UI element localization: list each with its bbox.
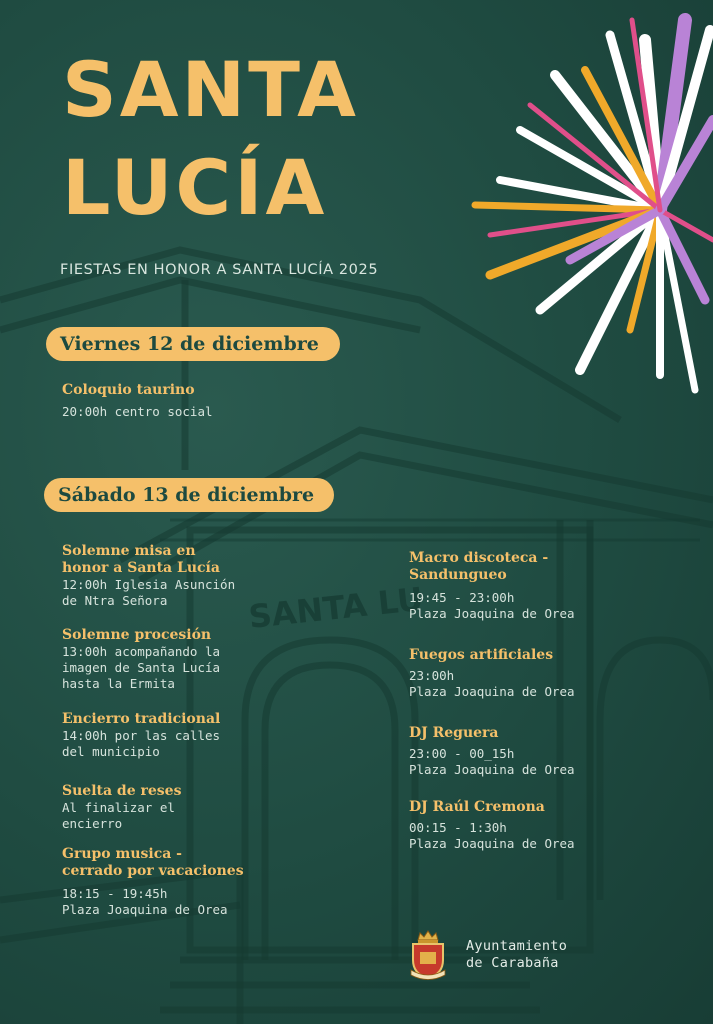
event-detail: 23:00h Plaza Joaquina de Orea bbox=[409, 668, 575, 699]
event-name: Solemne misa en honor a Santa Lucía bbox=[62, 543, 220, 576]
event-item bbox=[62, 846, 244, 918]
event-item bbox=[62, 627, 220, 692]
page-title-line1: SANTA bbox=[62, 45, 359, 134]
event-name: DJ Reguera bbox=[409, 725, 499, 741]
page-subtitle: FIESTAS EN HONOR A SANTA LUCÍA 2025 bbox=[60, 262, 379, 278]
event-item bbox=[62, 543, 235, 609]
event-name: DJ Raúl Cremona bbox=[409, 799, 545, 815]
event-detail: 23:00 - 00_15h Plaza Joaquina de Orea bbox=[409, 746, 575, 777]
coat-of-arms-icon bbox=[408, 930, 448, 980]
event-name: Suelta de reses bbox=[62, 783, 182, 799]
event-item bbox=[409, 550, 575, 622]
event-item bbox=[62, 783, 181, 832]
event-detail: 13:00h acompañando la imagen de Santa Lucía hasta la Ermita bbox=[62, 644, 221, 691]
event-item bbox=[409, 725, 575, 778]
event-name: Fuegos artificiales bbox=[409, 647, 554, 663]
event-detail: 00:15 - 1:30h Plaza Joaquina de Orea bbox=[409, 820, 575, 851]
event-name: Solemne procesión bbox=[62, 627, 212, 643]
event-name: Encierro tradicional bbox=[62, 711, 221, 727]
page-title-line2: LUCÍA bbox=[62, 143, 328, 232]
event-item bbox=[62, 382, 213, 420]
organizer-name: Ayuntamiento de Carabaña bbox=[466, 938, 568, 971]
day-heading-friday: Viernes 12 de diciembre bbox=[46, 327, 340, 361]
event-name: Coloquio taurino bbox=[62, 382, 195, 398]
event-detail: 12:00h Iglesia Asunción de Ntra Señora bbox=[62, 577, 236, 608]
event-detail: 14:00h por las calles del municipio bbox=[62, 728, 221, 759]
event-item bbox=[62, 711, 220, 760]
event-detail: 18:15 - 19:45h Plaza Joaquina de Orea bbox=[62, 886, 228, 917]
event-detail: 20:00h centro social bbox=[62, 404, 213, 419]
event-detail: 19:45 - 23:00h Plaza Joaquina de Orea bbox=[409, 590, 575, 621]
event-item bbox=[409, 799, 575, 852]
event-name: Grupo musica - cerrado por vacaciones bbox=[62, 846, 244, 879]
organizer-footer bbox=[408, 930, 567, 980]
day-heading-saturday: Sábado 13 de diciembre bbox=[44, 478, 334, 512]
fireworks-illustration bbox=[460, 0, 713, 400]
building-sign-text: SANTA LU bbox=[246, 579, 425, 636]
event-item bbox=[409, 647, 575, 700]
event-detail: Al finalizar el encierro bbox=[62, 800, 175, 831]
event-name: Macro discoteca - Sandungueo bbox=[409, 550, 549, 583]
